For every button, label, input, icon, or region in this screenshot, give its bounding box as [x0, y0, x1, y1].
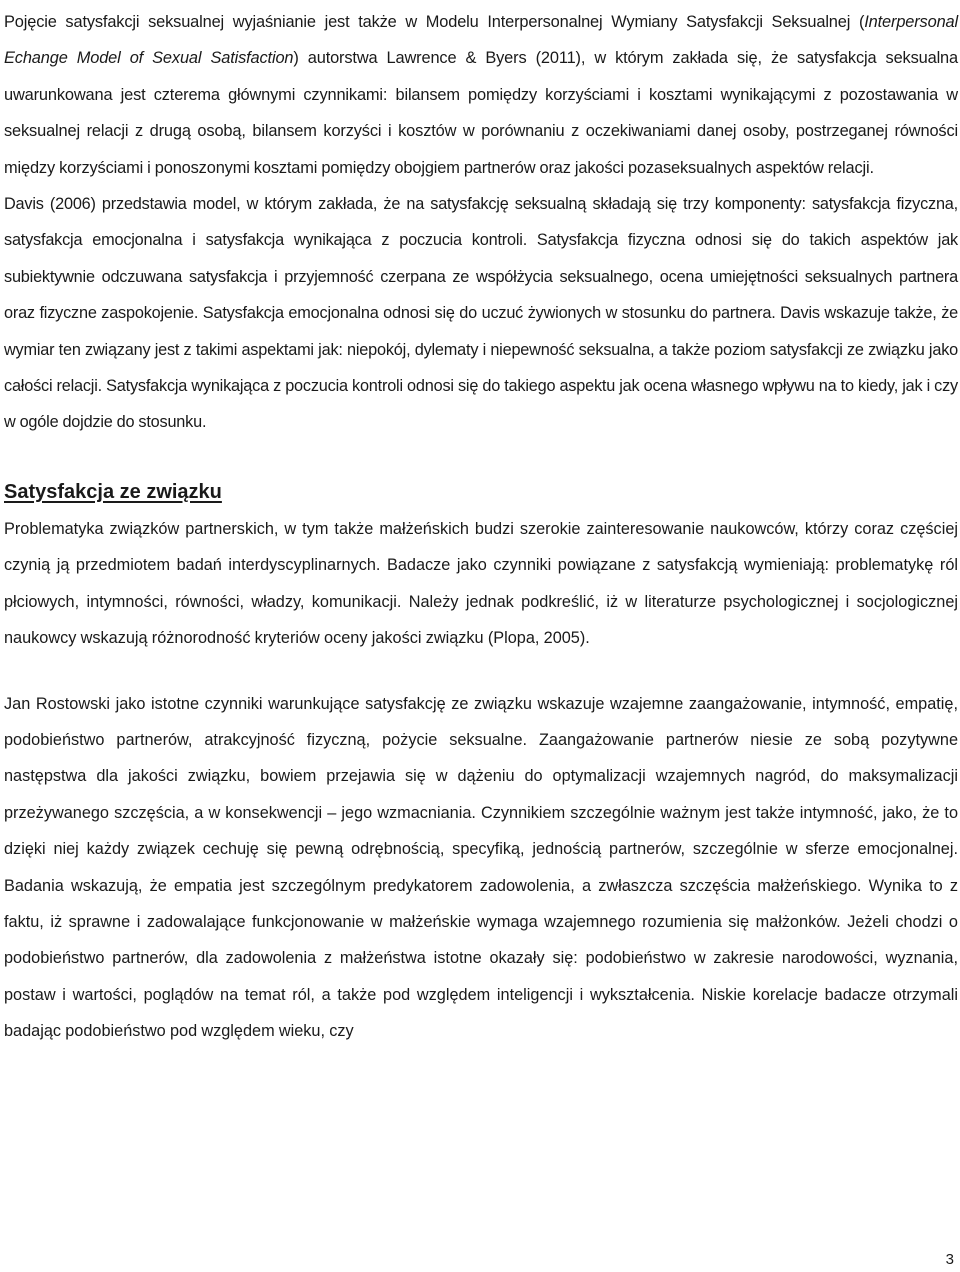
paragraph-text: ) autorstwa Lawrence & Byers (2011), w którym zakłada się, że satysfakcja seksualna uwarunkowana jest czterema głównymi czynnikami: bilansem pomiędzy korzyściami i kosztami wynikającymi z pozostawania w seksualnej relacji z drugą osobą, bilansem korzyści i kosztów w porównaniu z oczekiwaniami danej osoby, postrzeganej równości między korzyściami i ponoszonymi kosztami pomiędzy obojgiem partnerów oraz jakości pozaseksualnych aspektów relacji.	[4, 49, 958, 177]
section-spacer	[4, 441, 958, 479]
page-number: 3	[945, 1251, 954, 1268]
document-page	[4, 4, 958, 1050]
paragraph-sexual-exchange-model	[4, 4, 958, 186]
paragraph-spacer	[4, 657, 958, 686]
italic-model-name: Interpersonal Echange Model of Sexual Satisfaction	[4, 13, 958, 68]
section-heading: Satysfakcja ze związku	[4, 480, 222, 503]
paragraph-text: Pojęcie satysfakcji seksualnej wyjaśnianie jest także w Modelu Interpersonalnej Wymiany Satysfakcji Seksualnej (	[4, 13, 865, 31]
paragraph-rostowski-factors: Jan Rostowski jako istotne czynniki warunkujące satysfakcję ze związku wskazuje wzajemne zaangażowanie, intymność, empatię, podobieństwo partnerów, atrakcyjność fizyczną, pożycie seksualne. Zaangażowanie partnerów niesie ze sobą pozytywne następstwa dla jakości związku, bowiem przejawia się w dążeniu do optymalizacji wzajemnych nagród, do maksymalizacji przeżywanego szczęścia, a w konsekwencji – jego wzmacniania. Czynnikiem szczególnie ważnym jest także intymność, jako, że to dzięki niej każdy związek cechuję się pewną odrębnością, specyfiką, jednością partnerów, szczególnie w sferze emocjonalnej. Badania wskazują, że empatia jest szczególnym predykatorem zadowolenia, a zwłaszcza szczęścia małżeńskiego. Wynika to z faktu, iż sprawne i zadowalające funkcjonowanie w małżeńskie wymaga wzajemnego rozumienia się małżonków. Jeżeli chodzi o podobieństwo partnerów, dla zadowolenia z małżeństwa istotne okazały się: podobieństwo w zakresie narodowości, wyznania, postaw i wartości, poglądów na temat ról, a także pod względem inteligencji i wykształcenia. Niskie korelacje badacze otrzymali badając podobieństwo pod względem wieku, czy	[4, 694, 958, 1041]
paragraph-partnership-problems: Problematyka związków partnerskich, w tym także małżeńskich budzi szerokie zainteresowanie naukowców, którzy coraz częściej czynią ją przedmiotem badań interdyscyplinarnych. Badacze jako czynniki powiązane z satysfakcją wymieniają: problematykę ról płciowych, intymności, równości, władzy, komunikacji. Należy jednak podkreślić, iż w literaturze psychologicznej i socjologicznej naukowcy wskazują różnorodność kryteriów oceny jakości związku (Plopa, 2005).	[4, 519, 958, 648]
paragraph-davis-model: Davis (2006) przedstawia model, w którym zakłada, że na satysfakcję seksualną składają się trzy komponenty: satysfakcja fizyczna, satysfakcja emocjonalna i satysfakcja wynikająca z poczucia kontroli. Satysfakcja fizyczna odnosi się do takich aspektów jak subiektywnie odczuwana satysfakcja i przyjemność czerpana ze współżycia seksualnego, ocena umiejętności seksualnych partnera oraz fizyczne zaspokojenie. Satysfakcja emocjonalna odnosi się do uczuć żywionych w stosunku do partnera. Davis wskazuje także, że wymiar ten związany jest z takimi aspektami jak: niepokój, dylematy i niepewność seksualna, a także poziom satysfakcji ze związku jako całości relacji. Satysfakcja wynikająca z poczucia kontroli odnosi się do takiego aspektu jak ocena własnego wpływu na to kiedy, jak i czy w ogóle dojdzie do stosunku.	[4, 195, 958, 432]
